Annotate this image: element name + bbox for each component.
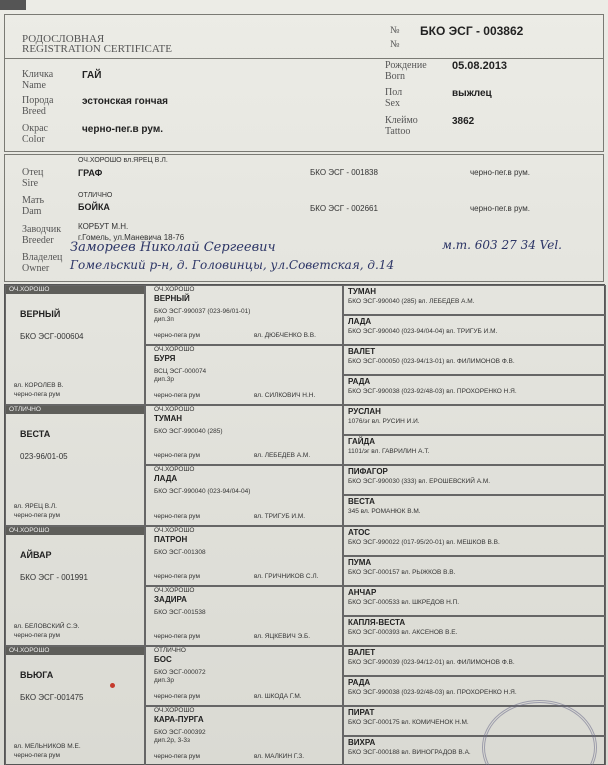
ancestor-diploma: дип.3р [154,676,174,684]
ancestor-details: БКО ЭСГ-990039 (023-94/12-01) вл. ФИЛИМОНОВ Ф.В. [348,658,515,666]
ancestor-registration: БКО ЭСГ-001538 [154,608,206,616]
ancestor-registration: ВСЦ ЭСГ-000074 [154,368,207,376]
ancestor-name: РАДА [348,677,371,687]
dam-label-en: Dam [22,206,42,217]
grade-label: ОЧ.ХОРОШО [154,706,195,714]
dam-grade: ОТЛИЧНО [78,192,113,199]
owner-label-en: Owner [22,263,50,274]
ancestor-name: КАПЛЯ-ВЕСТА [348,617,406,627]
ancestor-registration: БКО ЭСГ-001308 [154,548,206,556]
title-en: REGISTRATION CERTIFICATE [22,43,172,55]
grade-label: ОЧ.ХОРОШО [154,286,195,293]
ancestor-name: ВЕРНЫЙ [154,294,190,303]
logo-fragment [0,0,26,10]
ancestor-diploma: дип.3п [154,316,174,323]
ancestor-registration: БКО ЭСГ-000072 [154,668,206,676]
sire-color: черно-пег.в рум. [470,168,531,177]
ancestor-name: ПИРАТ [348,707,375,717]
ancestor-name: ПАТРОН [154,534,188,544]
ancestor-details: 1076/эг вл. РУСИН И.И. [348,418,420,426]
ancestor-diploma: дип.3р [154,376,174,384]
grade-label: ОТЛИЧНО [154,646,186,654]
grade-label: ОЧ.ХОРОШО [6,647,144,655]
ancestor-color: черно-пега рум [14,631,60,639]
pedigree-gen1-cell [5,646,145,765]
owner-phone-handwritten: м.т. 603 27 34 Vel. [442,238,562,252]
dam-color: черно-пег.в рум. [470,204,531,213]
ancestor-details: БКО ЭСГ-000050 (023-94/13-01) вл. ФИЛИМОНОВ Ф.В. [348,358,515,366]
ancestor-name: ПУМА [348,557,372,567]
ancestor-name: БОС [154,654,172,664]
pedigree-gen2-cell [145,405,343,465]
header-divider [4,58,604,59]
pedigree-gen3-cell [343,345,606,375]
ancestor-name: ЗАДИРА [154,594,187,604]
pedigree-gen3-cell [343,405,606,435]
ancestor-name: ВАЛЕТ [348,347,376,357]
pedigree-gen3-cell [343,526,606,556]
pedigree-gen2-cell [145,465,343,525]
pedigree-gen2-cell [145,646,343,706]
pedigree-gen3-cell [343,435,606,465]
ancestor-registration: БКО ЭСГ-990040 (023-94/04-04) [154,488,251,496]
ancestor-color: черно-пега рум [154,452,200,460]
ancestor-details: БКО ЭСГ-000188 вл. ВИНОГРАДОВ В.А. [348,748,471,756]
born-label-ru: Рождение [385,60,427,71]
ancestor-name: ВЕСТА [20,429,51,440]
ancestor-name: АЙВАР [20,549,52,560]
tattoo-label-en: Tattoo [385,126,411,137]
pedigree-gen3-cell [343,556,606,586]
ancestor-owner: вл. ДЮБЧЕНКО В.В. [254,332,316,340]
ancestor-details: 1101/эг вл. ГАВРИЛИН А.Т. [348,448,430,456]
pedigree-table [4,284,605,765]
ancestor-name: ВЕСТА [348,497,375,507]
pedigree-gen2-cell [145,285,343,345]
ancestor-name: АТОС [348,527,371,537]
breeder-label-en: Breeder [22,235,54,246]
sex-label-ru: Пол [385,87,403,98]
ancestor-owner: вл. ЯРЕЦ В.Л. [14,502,57,510]
certificate-number: БКО ЭСГ - 003862 [420,24,524,38]
ancestor-details: БКО ЭСГ-990040 (285) вл. ЛЕБЕДЕВ А.М. [348,298,475,305]
dog-sex: выжлец [452,88,492,99]
grade-label: ОЧ.ХОРОШО [154,346,195,354]
ancestor-owner: вл. ТРИГУБ И.М. [254,512,306,520]
ancestor-registration: БКО ЭСГ-001475 [20,692,84,702]
breeder-label-ru: Заводчик [22,224,62,235]
ancestor-name: БУРЯ [154,354,176,364]
pedigree-gen3-cell [343,646,606,676]
ancestor-owner: вл. СИЛКОВИЧ Н.Н. [254,392,316,400]
ancestor-color: черно-пега рум [154,572,200,580]
ancestor-details: БКО ЭСГ-990038 (023-92/48-03) вл. ПРОХОРЕНКО Н.Я. [348,688,517,696]
color-label-en: Color [22,134,45,145]
sire-registration: БКО ЭСГ - 001838 [310,168,378,177]
ancestor-owner: вл. ГРИЧНИКОВ С.Л. [254,572,319,580]
ancestor-color: черно-пега рум [14,511,60,519]
owner-address-handwritten: Гомельский р-н, д. Головинцы, ул.Советская, д.14 [70,258,395,272]
ancestor-registration: 023-96/01-05 [20,452,68,462]
ancestor-details: БКО ЭСГ-990030 (333) вл. ЕРОШЕВСКИЙ А.М. [348,478,491,486]
grade-label: ОЧ.ХОРОШО [154,526,195,534]
ancestor-name: ГАЙДА [348,437,376,447]
pedigree-gen3-cell [343,375,606,405]
breed-label-en: Breed [22,106,46,117]
ancestor-name: ЛАДА [348,317,372,327]
ancestor-color: черно-пега рум [154,392,200,400]
color-label-ru: Окрас [22,123,48,134]
certificate-no-label: № [390,25,400,36]
ancestor-color: черно-пега рум [154,632,200,640]
ancestor-name: ВАЛЕТ [348,647,376,657]
breed-label-ru: Порода [22,95,54,106]
pedigree-gen3-cell [343,586,606,616]
ancestor-details: БКО ЭСГ-000393 вл. АКСЕНОВ В.Е. [348,628,458,636]
owner-name-handwritten: Замореев Николай Сергеевич [70,240,276,255]
certificate-no2-label: № [390,39,400,50]
ancestor-details: 345 вл. РОМАНЮК В.М. [348,508,421,516]
dog-color: черно-пег.в рум. [82,124,164,135]
ancestor-name: РУСЛАН [348,407,381,417]
pedigree-gen3-cell [343,285,606,315]
dam-label-ru: Мать [22,195,45,206]
grade-label: ОЧ.ХОРОШО [6,527,144,535]
sire-name: ГРАФ [78,168,103,178]
ancestor-color: черно-пега рум [154,332,200,340]
pedigree-gen2-cell [145,526,343,586]
title-ru: РОДОСЛОВНАЯ [22,33,105,45]
ancestor-name: ТУМАН [348,287,377,296]
pedigree-gen2-cell [145,345,343,405]
owner-label-ru: Владелец [22,252,63,263]
pedigree-gen3-cell [343,465,606,495]
ancestor-registration: БКО ЭСГ-990037 (023-96/01-01) [154,308,251,315]
sire-grade: ОЧ.ХОРОШО вл.ЯРЕЦ В.Л. [78,157,168,164]
tattoo-label-ru: Клеймо [385,115,418,126]
grade-label: ОЧ.ХОРОШО [154,406,195,414]
ancestor-registration: БКО ЭСГ-000392 [154,728,206,736]
pedigree-gen1-cell [5,285,145,405]
born-label-en: Born [385,71,405,82]
ancestor-details: БКО ЭСГ-990022 (017-95/20-01) вл. МЕШКОВ В.В. [348,538,500,546]
dog-name: ГАЙ [82,70,102,81]
ancestor-name: КАРА-ПУРГА [154,714,204,724]
ancestor-name: ВЕРНЫЙ [20,309,61,319]
ancestor-color: черно-пега рум [154,692,200,700]
ancestor-name: ТУМАН [154,414,183,424]
red-ink-dot [110,683,115,688]
pedigree-gen2-cell [145,586,343,646]
ancestor-name: ЛАДА [154,474,178,484]
pedigree-gen3-cell [343,676,606,706]
dog-breed: эстонская гончая [82,96,168,107]
pedigree-gen2-cell [145,706,343,765]
ancestor-details: БКО ЭСГ-000533 вл. ШКРЕДОВ Н.П. [348,598,460,606]
ancestor-name: РАДА [348,377,371,387]
ancestor-color: черно-пега рум [14,752,60,759]
ancestor-owner: вл. БЕЛОВСКИЙ С.Э. [14,622,80,630]
ancestor-name: ВИХРА [348,737,376,747]
ancestor-owner: вл. КОРОЛЕВ В. [14,382,64,390]
name-label-ru: Кличка [22,69,54,80]
ancestor-color: черно-пега рум [154,512,200,520]
grade-label: ОЧ.ХОРОШО [6,286,144,294]
ancestor-details: БКО ЭСГ-000175 вл. КОМИЧЕНОК Н.М. [348,718,469,726]
pedigree-gen3-cell [343,315,606,345]
ancestor-owner: вл. ЯЦКЕВИЧ Э.Б. [254,632,311,640]
breeder-name: КОРБУТ М.Н. [78,222,129,231]
pedigree-gen3-cell [343,495,606,525]
ancestor-color: черно-пега рум [14,391,60,399]
ancestor-name: ПИФАГОР [348,467,388,477]
dam-registration: БКО ЭСГ - 002661 [310,204,378,213]
name-label-en: Name [22,80,46,91]
ancestor-registration: БКО ЭСГ-000604 [20,332,84,341]
breeder-address: г.Гомель, ул.Маневича 18-76 [78,233,185,242]
pedigree-gen1-cell [5,405,145,525]
ancestor-owner: вл. МЕЛЬНИКОВ М.Е. [14,743,81,750]
dog-tattoo: 3862 [452,116,475,127]
ancestor-name: АНЧАР [348,587,377,597]
dam-name: БОЙКА [78,202,110,212]
ancestor-details: БКО ЭСГ-000157 вл. РЫЖКОВ В.В. [348,568,456,576]
ancestor-registration: БКО ЭСГ-990040 (285) [154,428,223,436]
ancestor-diploma: дип.2р, 3-3з [154,736,190,744]
grade-label: ОТЛИЧНО [6,406,144,414]
ancestor-name: ВЬЮГА [20,669,54,680]
sex-label-en: Sex [385,98,400,109]
pedigree-gen1-cell [5,526,145,646]
pedigree-gen3-cell [343,616,606,646]
ancestor-details: БКО ЭСГ-990040 (023-94/04-04) вл. ТРИГУБ И.М. [348,328,498,336]
ancestor-details: БКО ЭСГ-990038 (023-92/48-03) вл. ПРОХОРЕНКО Н.Я. [348,388,517,396]
ancestor-owner: вл. МАЛКИН Г.З. [254,753,305,760]
ancestor-color: черно-пега рум [154,753,200,760]
sire-label-en: Sire [22,178,39,189]
ancestor-registration: БКО ЭСГ - 001991 [20,572,88,582]
grade-label: ОЧ.ХОРОШО [154,586,195,594]
ancestor-owner: вл. ШКОДА Г.М. [254,692,302,700]
dog-born: 05.08.2013 [452,60,508,72]
sire-label-ru: Отец [22,167,44,178]
grade-label: ОЧ.ХОРОШО [154,466,195,474]
ancestor-owner: вл. ЛЕБЕДЕВ А.М. [254,452,311,460]
